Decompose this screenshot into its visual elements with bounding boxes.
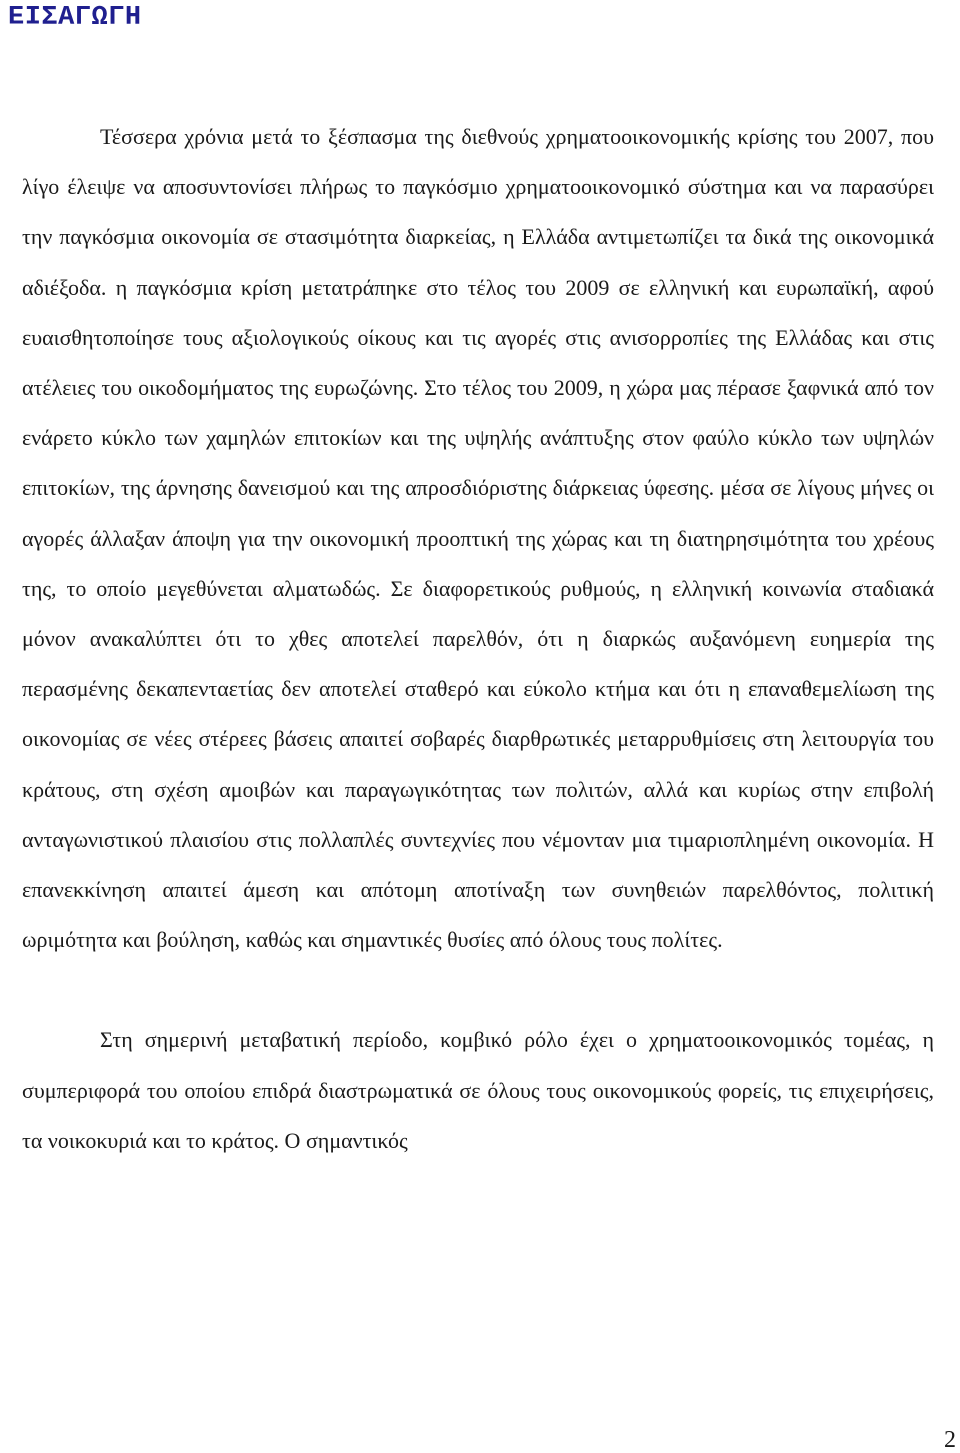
page-title: ΕΙΣΑΓΩΓΗ — [8, 3, 142, 33]
body-paragraph: Στη σημερινή μεταβατική περίοδο, κομβικό ρόλο έχει ο χρηματοοικονομικός τομέας, η συμπεριφορά του οποίου επιδρά διαστρωματικά σε όλους τους οικονομικούς φορείς, τις επιχειρήσεις, τα νοικοκυριά και το κράτος. Ο σημαντικός — [22, 1027, 934, 1153]
page-number: 2 — [944, 1427, 956, 1453]
document-body — [22, 112, 934, 1166]
body-paragraph: Τέσσερα χρόνια μετά το ξέσπασμα της διεθνούς χρηματοοικονομικής κρίσης του 2007, που λίγο έλειψε να αποσυντονίσει πλήρως το παγκόσμιο χρηματοοικονομικό σύστημα και να παρασύρει την παγκόσμια οικονομία σε στασιμότητα διαρκείας, η Ελλάδα αντιμετωπίζει τα δικά της οικονομικά αδιέξοδα. η παγκόσμια κρίση μετατράπηκε στο τέλος του 2009 σε ελληνική και ευρωπαϊκή, αφού ευαισθητοποίησε τους αξιολογικούς οίκους και τις αγορές στις ανισορροπίες της Ελλάδας και στις ατέλειες του οικοδομήματος της ευρωζώνης. Στο τέλος του 2009, η χώρα μας πέρασε ξαφνικά από τον ενάρετο κύκλο των χαμηλών επιτοκίων και της υψηλής ανάπτυξης στον φαύλο κύκλο των υψηλών επιτοκίων, της άρνησης δανεισμού και της απροσδιόριστης διάρκειας ύφεσης. μέσα σε λίγους μήνες οι αγορές άλλαξαν άποψη για την οικονομική προοπτική της χώρας και τη διατηρησιμότητα του χρέους της, το οποίο μεγεθύνεται αλματωδώς. Σε διαφορετικούς ρυθμούς, η ελληνική κοινωνία σταδιακά μόνον ανακαλύπτει ότι το χθες αποτελεί παρελθόν, ότι η διαρκώς αυξανόμενη ευημερία της περασμένης δεκαπενταετίας δεν αποτελεί σταθερό και εύκολο κτήμα και ότι η επαναθεμελίωση της οικονομίας σε νέες στέρεες βάσεις απαιτεί σοβαρές διαρθρωτικές μεταρρυθμίσεις στη λειτουργία του κράτους, στη σχέση αμοιβών και παραγωγικότητας των πολιτών, αλλά και κυρίως στην επιβολή ανταγωνιστικού πλαισίου στις πολλαπλές συντεχνίες που νέμονταν μια τιμαριοπλημένη οικονομία. Η επανεκκίνηση απαιτεί άμεση και απότομη αποτίναξη των συνηθειών παρελθόντος, πολιτική ωριμότητα και βούληση, καθώς και σημαντικές θυσίες από όλους τους πολίτες. — [22, 124, 934, 953]
